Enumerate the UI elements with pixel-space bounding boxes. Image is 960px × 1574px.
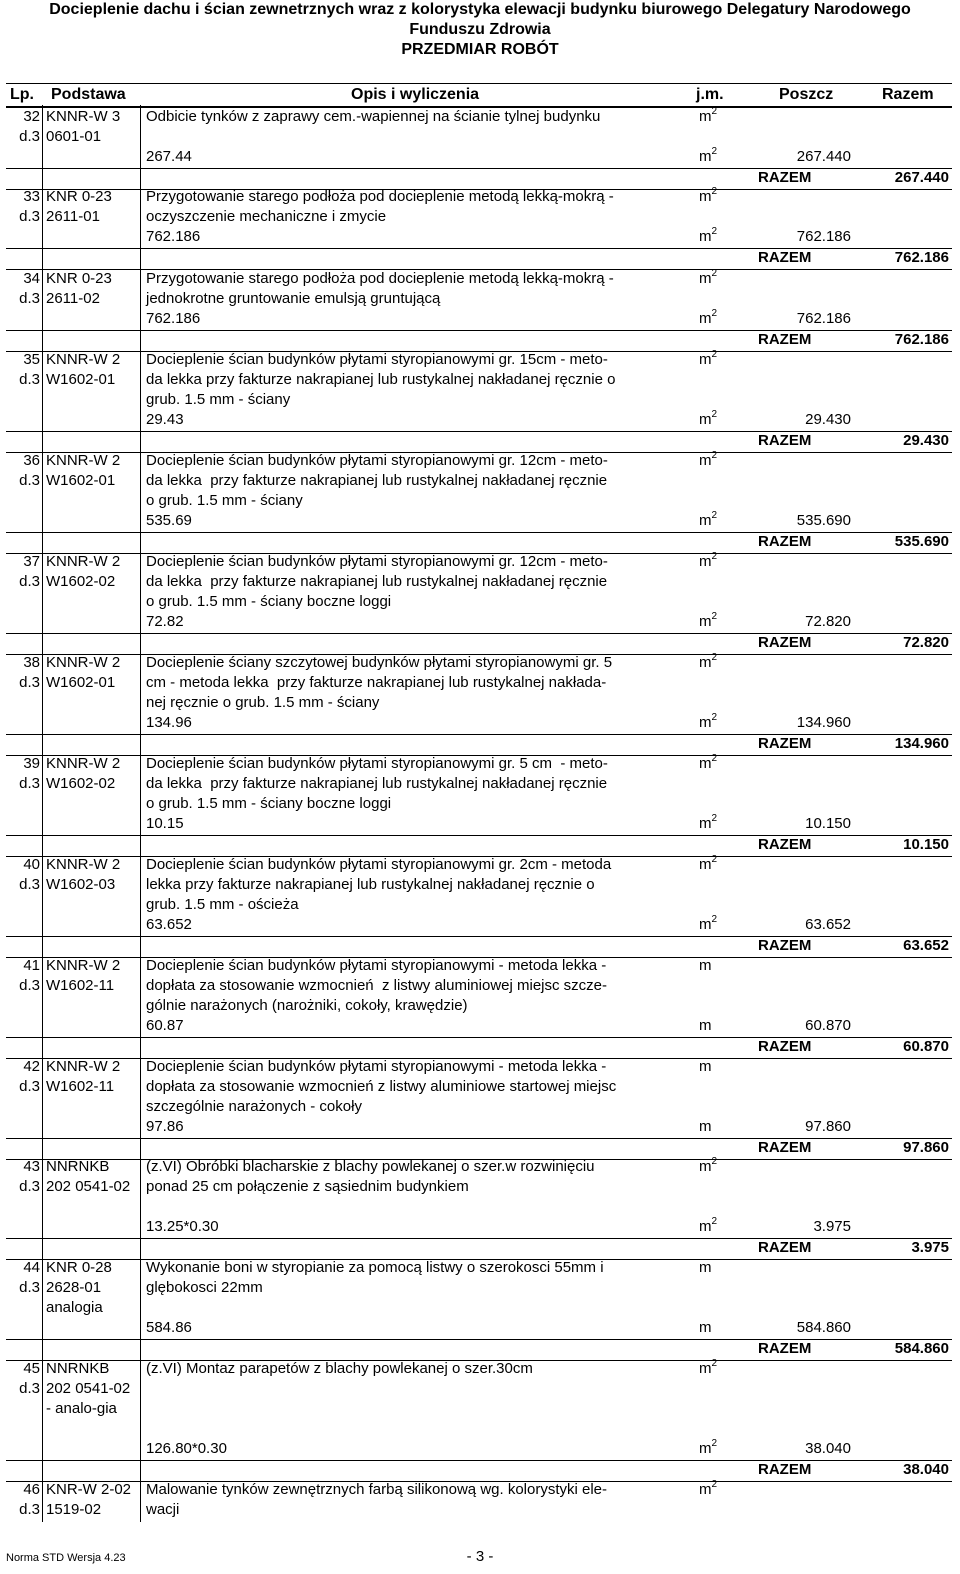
item-poszcz-value: 29.430 [805,411,851,428]
item-description: Docieplenie ścian budynków płytami styropianowymi gr. 2cm - metoda lekka przy fakturze nakrapianej lub rustykalnej nakładanej ręcznie o grub. 1.5 mm - ościeża [146,856,612,913]
razem-value: 97.860 [903,1139,949,1156]
razem-value: 267.440 [894,169,949,186]
item-department: d.3 [19,876,40,893]
item-department: d.3 [19,573,40,590]
item-podstawa: KNR-W 2-02 1519-02 [46,1481,136,1518]
item-calculation-unit: m [699,1017,712,1034]
razem-value: 63.652 [903,937,949,954]
item-description: Docieplenie ścian budynków płytami styropianowymi gr. 5 cm - meto- da lekka przy fakturze nakrapianej lub rustykalnej nakładanej ręcznie o grub. 1.5 mm - ściany boczne loggi [146,755,608,812]
item-podstawa: NNRNKB 202 0541-02 - analo-gia [46,1360,135,1417]
item-number-value: 41 [23,957,40,974]
item-department: d.3 [19,371,40,388]
item-poszcz-value: 584.860 [796,1319,851,1336]
item-podstawa: KNR 0-23 2611-02 [46,270,117,307]
razem-value: 762.186 [894,331,949,348]
item-description: Docieplenie ścian budynków płytami styropianowymi gr. 15cm - meto- da lekka przy fakturze nakrapianej lub rustykalnej nakładanej ręcznie o grub. 1.5 mm - ściany [146,351,616,408]
item-description: (z.VI) Obróbki blacharskie z blachy powlekanej o szer.w rozwinięciu ponad 25 cm połączenie z sąsiednim budynkiem [146,1158,595,1195]
document-title-line2: Funduszu Zdrowia [409,21,551,38]
item-unit: $m^2$ [699,1156,718,1175]
item-department: d.3 [19,674,40,691]
item-number-value: 44 [23,1259,40,1276]
item-poszcz-value: 38.040 [805,1440,851,1457]
item-number [6,269,40,309]
razem-value: 10.150 [903,836,949,853]
item-poszcz-value: 3.975 [813,1218,851,1235]
item-department: d.3 [19,1178,40,1195]
column-divider [140,105,141,1522]
item-calculation-unit: m [699,1118,712,1135]
item-description: Docieplenie ściany szczytowej budynków płytami styropianowymi gr. 5 cm - metoda lekka przy fakturze nakrapianej lub rustykalnej nakłada- nej ręcznie o grub. 1.5 mm - ściany [146,654,613,711]
item-calculation-unit: $m^2$ [699,611,718,630]
item-number-value: 43 [23,1158,40,1175]
item-department: d.3 [19,977,40,994]
item-department: d.3 [19,775,40,792]
item-department: d.3 [19,1078,40,1095]
razem-label: RAZEM [758,533,812,550]
item-number [6,1359,40,1399]
item-calculation: 10.15 [146,815,184,832]
item-number [6,754,40,794]
item-poszcz-value: 134.960 [796,714,851,731]
item-number-value: 45 [23,1360,40,1377]
item-calculation: 72.82 [146,613,184,630]
column-header-poszcz: Poszcz [779,86,834,103]
item-description: Przygotowanie starego podłoża pod docieplenie metodą lekką-mokrą - oczyszczenie mechaniczne i zmycie [146,188,614,225]
item-podstawa: KNNR-W 2 W1602-03 [46,856,125,893]
item-description: Docieplenie ścian budynków płytami styropianowymi gr. 12cm - meto- da lekka przy fakturze nakrapianej lub rustykalnej nakładanej ręcznie o grub. 1.5 mm - ściany [146,452,608,509]
item-unit: $m^2$ [699,106,718,125]
razem-value: 134.960 [894,735,949,752]
razem-label: RAZEM [758,1239,812,1256]
item-podstawa: KNR 0-23 2611-01 [46,188,117,225]
item-number-value: 35 [23,351,40,368]
item-unit: m [699,1058,712,1075]
item-calculation: 126.80*0.30 [146,1440,227,1457]
item-podstawa: KNNR-W 2 W1602-01 [46,351,125,388]
document-subtitle: PRZEDMIAR ROBÓT [401,41,559,58]
item-podstawa: KNNR-W 3 0601-01 [46,108,125,145]
razem-label: RAZEM [758,432,812,449]
item-number-value: 33 [23,188,40,205]
item-calculation: 97.86 [146,1118,184,1135]
item-poszcz-value: 63.652 [805,916,851,933]
item-number-value: 39 [23,755,40,772]
item-number [6,107,40,147]
item-unit: $m^2$ [699,1479,718,1498]
item-number [6,653,40,693]
item-poszcz-value: 60.870 [805,1017,851,1034]
item-calculation-unit: $m^2$ [699,409,718,428]
item-calculation-unit: $m^2$ [699,712,718,731]
column-header-jm: j.m. [696,86,724,103]
item-poszcz-value: 762.186 [796,228,851,245]
razem-label: RAZEM [758,1461,812,1478]
item-calculation: 762.186 [146,228,201,245]
item-calculation: 13.25*0.30 [146,1218,219,1235]
item-number [6,956,40,996]
item-unit: $m^2$ [699,551,718,570]
item-calculation: 134.96 [146,714,192,731]
item-unit: $m^2$ [699,268,718,287]
item-number-value: 37 [23,553,40,570]
item-department: d.3 [19,1279,40,1296]
item-calculation: 29.43 [146,411,184,428]
razem-value: 535.690 [894,533,949,550]
document-title-line1: Docieplenie dachu i ścian zewnetrznych wraz z kolorystyka elewacji budynku biurowego Delegatury Narodowego [49,1,911,18]
item-number [6,855,40,895]
item-calculation-unit: $m^2$ [699,813,718,832]
razem-value: 38.040 [903,1461,949,1478]
item-department: d.3 [19,128,40,145]
item-department: d.3 [19,208,40,225]
item-unit: $m^2$ [699,1358,718,1377]
column-header-podstawa: Podstawa [51,86,126,103]
item-calculation: 60.87 [146,1017,184,1034]
item-podstawa: KNNR-W 2 W1602-02 [46,553,125,590]
item-number [6,350,40,390]
item-calculation-unit: $m^2$ [699,308,718,327]
item-calculation-unit: $m^2$ [699,510,718,529]
item-unit: m [699,1259,712,1276]
razem-value: 3.975 [911,1239,949,1256]
item-calculation-unit: $m^2$ [699,1438,718,1457]
item-number [6,1157,40,1197]
item-podstawa: NNRNKB 202 0541-02 [46,1158,131,1195]
item-description: Docieplenie ścian budynków płytami styropianowymi gr. 12cm - meto- da lekka przy fakturze nakrapianej lub rustykalnej nakładanej ręcznie o grub. 1.5 mm - ściany boczne loggi [146,553,608,610]
item-description: Wykonanie boni w styropianie za pomocą listwy o szerokosci 55mm i glębokosci 22mm [146,1259,604,1296]
item-number-value: 42 [23,1058,40,1075]
item-number-value: 46 [23,1481,40,1498]
item-poszcz-value: 10.150 [805,815,851,832]
razem-label: RAZEM [758,1038,812,1055]
item-department: d.3 [19,1380,40,1397]
item-podstawa: KNNR-W 2 W1602-01 [46,452,125,489]
item-number-value: 32 [23,108,40,125]
item-podstawa: KNNR-W 2 W1602-02 [46,755,125,792]
item-number [6,1480,40,1520]
item-unit: $m^2$ [699,854,718,873]
item-number-value: 40 [23,856,40,873]
item-calculation: 762.186 [146,310,201,327]
item-number [6,552,40,592]
item-description: Docieplenie ścian budynków płytami styropianowymi - metoda lekka - dopłata za stosowanie wzmocnień z listwy aluminiowe startowej miejsc szczególnie narażonych - cokoły [146,1058,617,1115]
item-description: (z.VI) Montaz parapetów z blachy powlekanej o szer.30cm [146,1360,533,1377]
razem-label: RAZEM [758,249,812,266]
item-number [6,187,40,227]
item-calculation-unit: m [699,1319,712,1336]
razem-label: RAZEM [758,1340,812,1357]
razem-value: 762.186 [894,249,949,266]
item-unit: $m^2$ [699,186,718,205]
item-description: Docieplenie ścian budynków płytami styropianowymi - metoda lekka - dopłata za stosowanie wzmocnień z listwy aluminiowej miejsc szcze- gólnie narażonych (narożniki, cokoły, krawędzie) [146,957,608,1014]
item-description: Przygotowanie starego podłoża pod docieplenie metodą lekką-mokrą - jednokrotne gruntowanie emulsją gruntującą [146,270,614,307]
item-department: d.3 [19,472,40,489]
item-unit: $m^2$ [699,652,718,671]
razem-label: RAZEM [758,735,812,752]
item-calculation: 584.86 [146,1319,192,1336]
item-description: Malowanie tynków zewnętrznych farbą silikonową wg. kolorystyki ele- wacji [146,1481,608,1518]
item-podstawa: KNNR-W 2 W1602-11 [46,1058,125,1095]
item-podstawa: KNNR-W 2 W1602-11 [46,957,125,994]
footer-software-version: Norma STD Wersja 4.23 [6,1552,126,1564]
item-department: d.3 [19,290,40,307]
item-poszcz-value: 535.690 [796,512,851,529]
item-unit: $m^2$ [699,450,718,469]
item-calculation: 267.44 [146,148,192,165]
item-calculation-unit: $m^2$ [699,1216,718,1235]
razem-label: RAZEM [758,937,812,954]
item-department: d.3 [19,1501,40,1518]
item-calculation: 535.69 [146,512,192,529]
column-header-razem: Razem [882,86,934,103]
item-poszcz-value: 762.186 [796,310,851,327]
item-unit: m [699,957,712,974]
item-unit: $m^2$ [699,349,718,368]
footer-page-number: - 3 - [466,1548,494,1565]
item-poszcz-value: 97.860 [805,1118,851,1135]
item-number-value: 34 [23,270,40,287]
razem-label: RAZEM [758,331,812,348]
razem-value: 60.870 [903,1038,949,1055]
item-calculation-unit: $m^2$ [699,226,718,245]
column-header-lp: Lp. [10,86,34,103]
item-number [6,451,40,491]
razem-label: RAZEM [758,836,812,853]
column-divider [42,105,43,1522]
razem-value: 72.820 [903,634,949,651]
item-description: Odbicie tynków z zaprawy cem.-wapiennej na ścianie tylnej budynku [146,108,601,125]
razem-label: RAZEM [758,169,812,186]
column-header-opis: Opis i wyliczenia [351,86,480,103]
item-podstawa: KNNR-W 2 W1602-01 [46,654,125,691]
razem-label: RAZEM [758,1139,812,1156]
item-poszcz-value: 267.440 [796,148,851,165]
item-calculation-unit: $m^2$ [699,914,718,933]
table-header [6,83,952,108]
item-number [6,1258,40,1298]
item-poszcz-value: 72.820 [805,613,851,630]
razem-value: 584.860 [894,1340,949,1357]
item-number-value: 36 [23,452,40,469]
item-podstawa: KNR 0-28 2628-01 analogia [46,1259,117,1316]
item-number [6,1057,40,1097]
item-unit: $m^2$ [699,753,718,772]
item-calculation-unit: $m^2$ [699,146,718,165]
razem-value: 29.430 [903,432,949,449]
item-number-value: 38 [23,654,40,671]
razem-label: RAZEM [758,634,812,651]
item-calculation: 63.652 [146,916,192,933]
